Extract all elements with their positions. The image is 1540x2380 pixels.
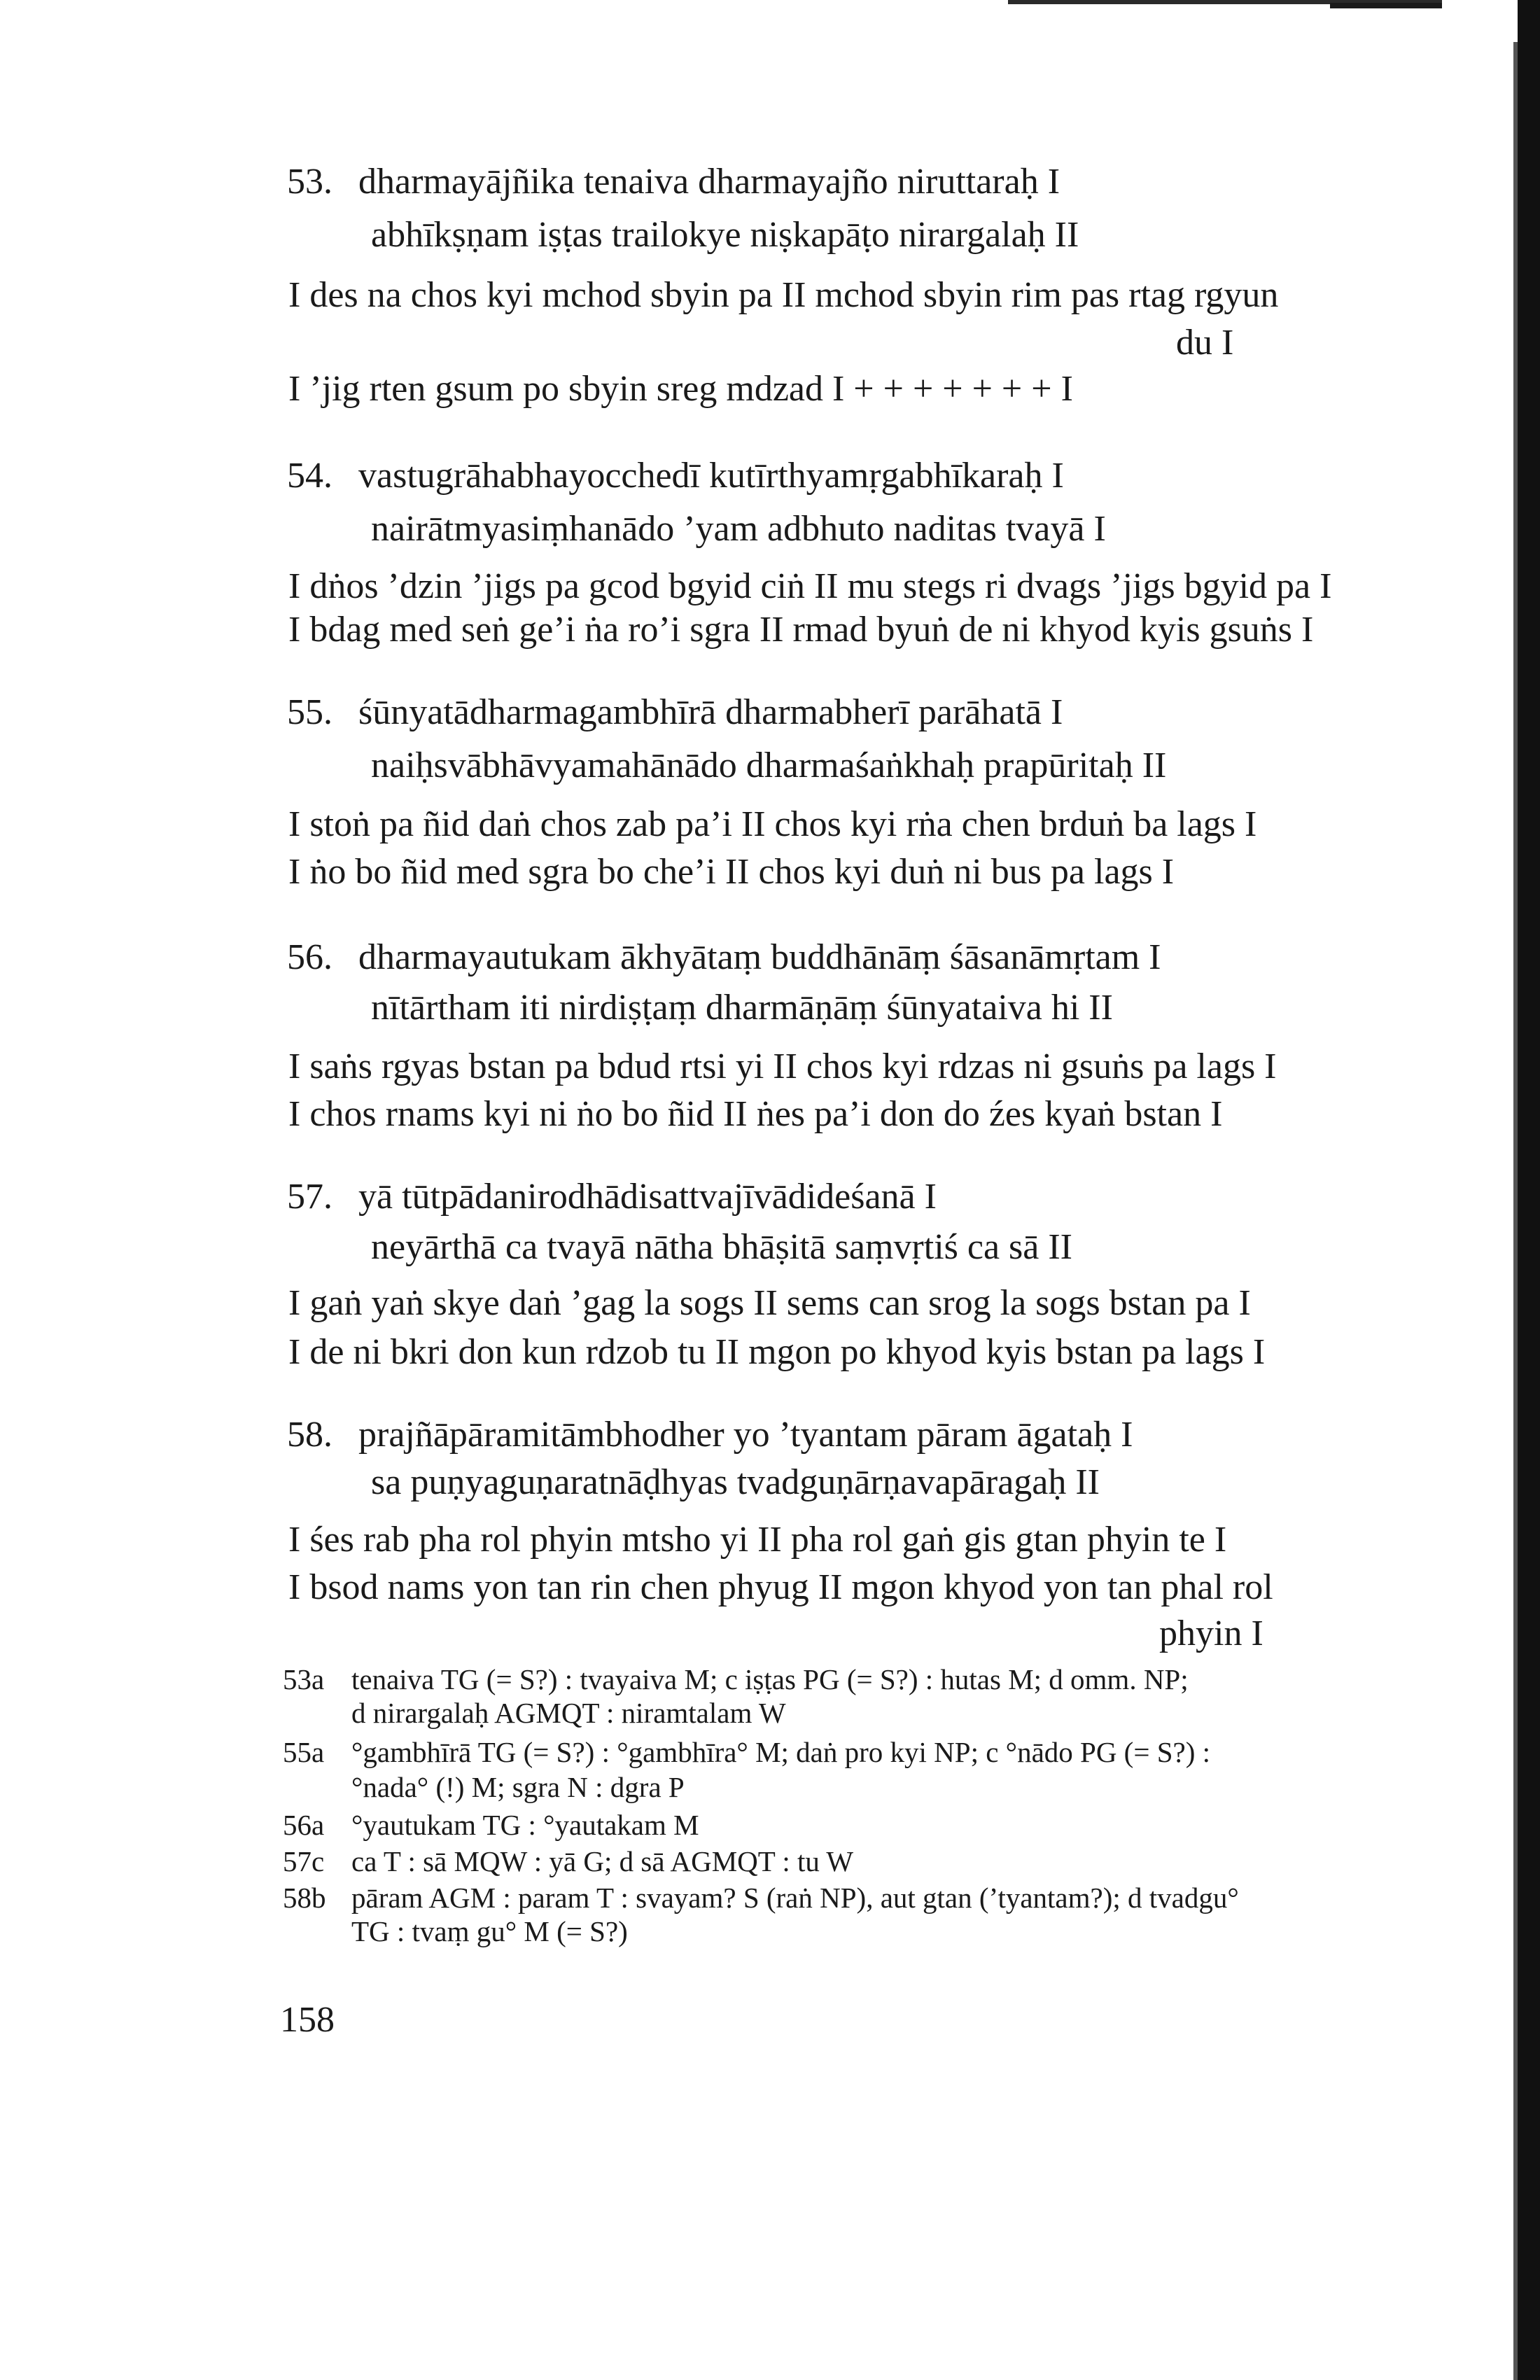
footnote-line: TG : tvaṃ gu° M (= S?) (351, 1915, 628, 1947)
tibetan-line: I dṅos ’dzin ’jigs pa gcod bgyid ciṅ II mu stegs ri dvags ’jigs bgyid pa I (288, 566, 1332, 606)
sanskrit-line: naiḥsvābhāvyamahānādo dharmaśaṅkhaḥ prapūritaḥ II (371, 746, 1167, 785)
verse-number: 54. (287, 456, 332, 496)
footnote-label: 57c (283, 1845, 325, 1877)
page-number: 158 (280, 2000, 335, 2040)
verse-number: 56. (287, 937, 332, 977)
sanskrit-line: abhīkṣṇam iṣṭas trailokye niṣkapāṭo nirargalaḥ II (371, 215, 1079, 255)
sanskrit-line: neyārthā ca tvayā nātha bhāṣitā saṃvṛtiś ca sā II (371, 1227, 1072, 1267)
footnote-line: ca T : sā MQW : yā G; d sā AGMQT : tu W (351, 1845, 854, 1877)
footnote-line: pāram AGM : param T : svayam? S (raṅ NP), aut gtan (’tyantam?); d tvadgu° (351, 1882, 1239, 1914)
footnote-line: °gambhīrā TG (= S?) : °gambhīra° M; daṅ pro kyi NP; c °nādo PG (= S?) : (351, 1736, 1210, 1768)
footnote-label: 55a (283, 1736, 325, 1768)
sanskrit-line: vastugrāhabhayocchedī kutīrthyamṛgabhīkaraḥ I (358, 456, 1064, 496)
tibetan-line-continuation: phyin I (1159, 1614, 1264, 1653)
footnote-line: °yautukam TG : °yautakam M (351, 1809, 699, 1841)
tibetan-line: I de ni bkri don kun rdzob tu II mgon po khyod kyis bstan pa lags I (288, 1332, 1266, 1372)
tibetan-line: I stoṅ pa ñid daṅ chos zab pa’i II chos kyi rṅa chen brduṅ ba lags I (288, 804, 1257, 844)
tibetan-line: I bsod nams yon tan rin chen phyug II mgon khyod yon tan phal rol (288, 1567, 1273, 1607)
tibetan-line: I ṅo bo ñid med sgra bo che’i II chos kyi duṅ ni bus pa lags I (288, 852, 1175, 892)
sanskrit-line: prajñāpāramitāmbhodher yo ’tyantam pāram āgataḥ I (358, 1415, 1133, 1455)
tibetan-line: I gaṅ yaṅ skye daṅ ’gag la sogs II sems can srog la sogs bstan pa I (288, 1283, 1251, 1323)
scan-edge-top-dark (1330, 3, 1442, 8)
footnote-label: 58b (283, 1882, 326, 1914)
tibetan-line: I śes rab pha rol phyin mtsho yi II pha rol gaṅ gis gtan phyin te I (288, 1520, 1227, 1560)
footnote-label: 56a (283, 1809, 325, 1841)
tibetan-line: I des na chos kyi mchod sbyin pa II mchod sbyin rim pas rtag rgyun (288, 275, 1279, 315)
sanskrit-line: dharmayājñika tenaiva dharmayajño niruttaraḥ I (358, 162, 1060, 202)
tibetan-line: I ’jig rten gsum po sbyin sreg mdzad I + + + + + + + I (288, 369, 1073, 409)
footnote-line: °nada° (!) M; sgra N : dgra P (351, 1771, 685, 1803)
sanskrit-line: yā tūtpādanirodhādisattvajīvādideśanā I (358, 1177, 937, 1217)
tibetan-line-continuation: du I (1176, 323, 1234, 363)
footnote-line: d nirargalaḥ AGMQT : niramtalam W (351, 1697, 786, 1729)
sanskrit-line: nairātmyasiṃhanādo ’yam adbhuto naditas tvayā I (371, 509, 1106, 549)
verse-number: 53. (287, 162, 332, 202)
tibetan-line: I chos rnams kyi ni ṅo bo ñid II ṅes pa’i don do źes kyaṅ bstan I (288, 1094, 1223, 1134)
sanskrit-line: nītārtham iti nirdiṣṭaṃ dharmāṇāṃ śūnyataiva hi II (371, 988, 1113, 1028)
footnote-line: tenaiva TG (= S?) : tvayaiva M; c iṣṭas PG (= S?) : hutas M; d omm. NP; (351, 1663, 1189, 1695)
verse-number: 57. (287, 1177, 332, 1217)
tibetan-line: I saṅs rgyas bstan pa bdud rtsi yi II chos kyi rdzas ni gsuṅs pa lags I (288, 1046, 1277, 1086)
verse-number: 55. (287, 692, 332, 732)
sanskrit-line: sa puṇyaguṇaratnāḍhyas tvadguṇārṇavapāragaḥ II (371, 1462, 1100, 1502)
sanskrit-line: dharmayautukam ākhyātaṃ buddhānāṃ śāsanāmṛtam I (358, 937, 1161, 977)
sanskrit-line: śūnyatādharmagambhīrā dharmabherī parāhatā I (358, 692, 1063, 732)
scan-edge-right (1518, 0, 1540, 2380)
footnote-label: 53a (283, 1663, 325, 1695)
tibetan-line: I bdag med seṅ ge’i ṅa ro’i sgra II rmad byuṅ de ni khyod kyis gsuṅs I (288, 610, 1314, 650)
verse-number: 58. (287, 1415, 332, 1455)
